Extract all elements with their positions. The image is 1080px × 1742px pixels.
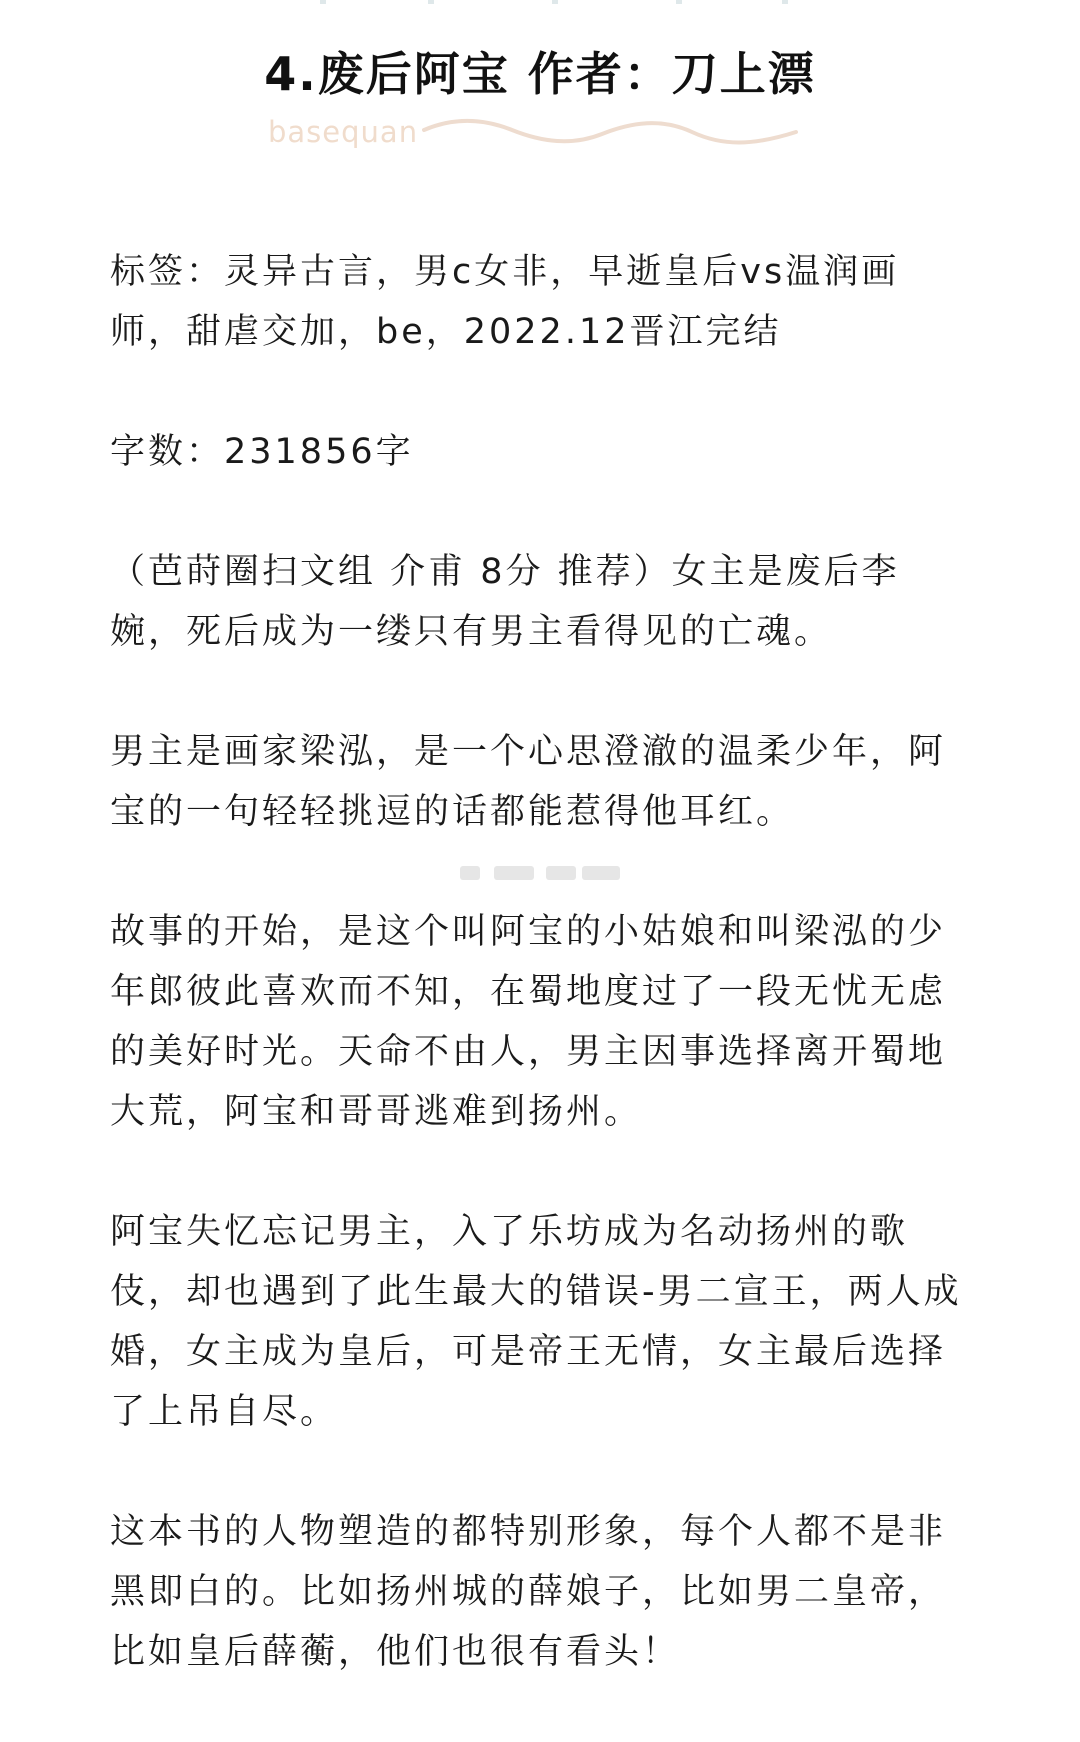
top-decoration-dots (320, 0, 790, 6)
word-count-paragraph: 字数：231856字 (110, 432, 414, 472)
article-body (110, 242, 972, 1742)
plot-paragraph: 阿宝失忆忘记男主，入了乐坊成为名动扬州的歌伎，却也遇到了此生最大的错误-男二宣王，两人成婚，女主成为皇后，可是帝王无情，女主最后选择了上吊自尽。 (110, 1212, 962, 1432)
brand-watermark: basequan (268, 115, 419, 149)
male-lead-paragraph: 男主是画家梁泓，是一个心思澄澈的温柔少年，阿宝的一句轻轻挑逗的话都能惹得他耳红。 (110, 732, 947, 832)
intro-paragraph: （芭莳圈扫文组 介甫 8分 推荐）女主是废后李婉，死后成为一缕只有男主看得见的亡魂。 (110, 552, 900, 652)
blurred-watermark (460, 862, 620, 884)
wave-divider-icon (422, 116, 798, 152)
tags-paragraph: 标签：灵异古言，男c女非，早逝皇后vs温润画师，甜虐交加，be，2022.12晋江完结 (110, 252, 900, 352)
characters-paragraph: 这本书的人物塑造的都特别形象，每个人都不是非黑即白的。比如扬州城的薛娘子，比如男二皇帝，比如皇后薛蘅，他们也很有看头！ (110, 1512, 947, 1672)
story-start-paragraph: 故事的开始，是这个叫阿宝的小姑娘和叫梁泓的少年郎彼此喜欢而不知，在蜀地度过了一段无忧无虑的美好时光。天命不由人，男主因事选择离开蜀地大荒，阿宝和哥哥逃难到扬州。 (110, 912, 947, 1132)
article-title: 4.废后阿宝 作者：刀上漂 (264, 47, 816, 101)
